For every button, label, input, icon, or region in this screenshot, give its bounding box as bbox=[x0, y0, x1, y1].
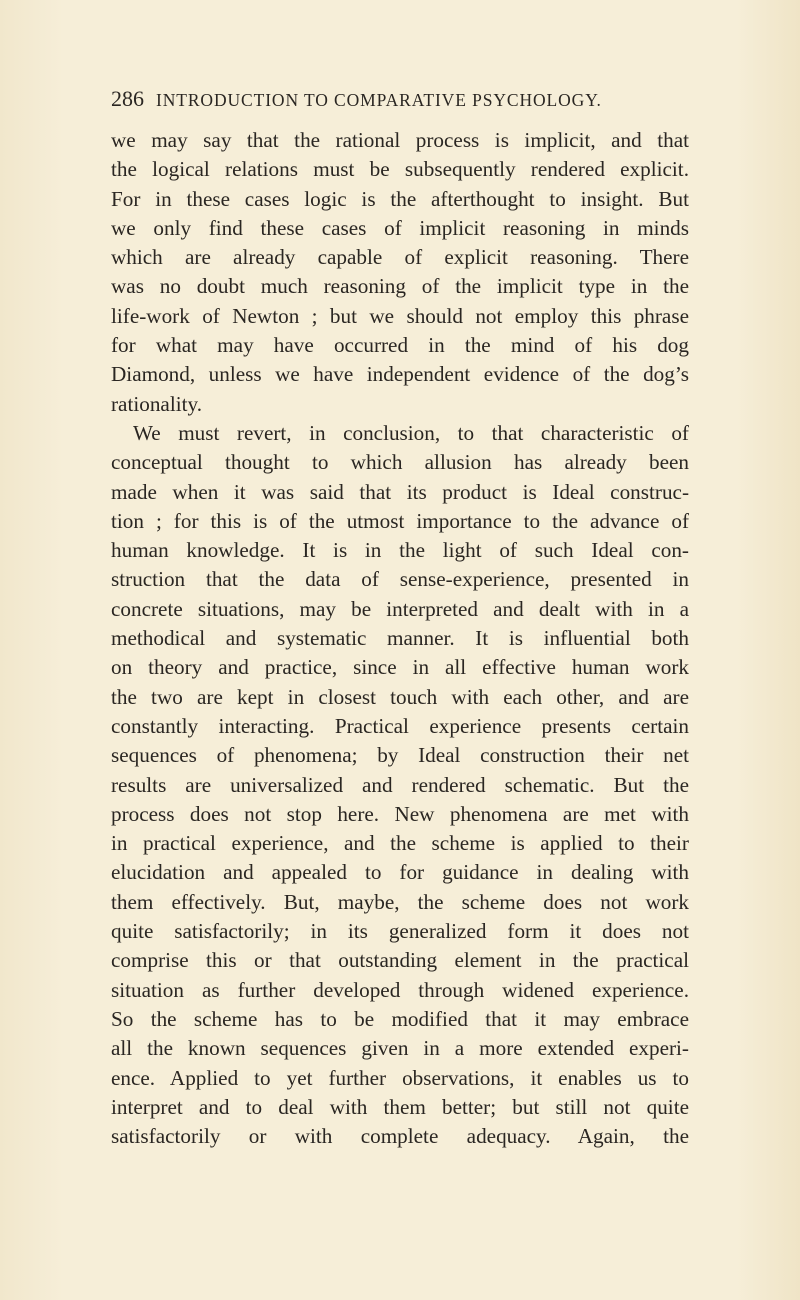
text-line: we may say that the rational process is implicit, and that bbox=[111, 128, 689, 152]
text-line: elucidation and appealed to for guidance in dealing with bbox=[111, 860, 689, 885]
text-line: interpret and to deal with them better; but still not quite bbox=[111, 1094, 689, 1119]
text-line: concrete situations, may be interpreted and dealt with in a bbox=[111, 596, 689, 621]
text-line: for what may have occurred in the mind of his dog bbox=[111, 333, 689, 358]
text-line: satisfactorily or with complete adequacy. Again, the bbox=[111, 1124, 689, 1149]
text-line: sequences of phenomena; by Ideal construction their net bbox=[111, 743, 689, 768]
text-line: quite satisfactorily; in its generalized form it does not bbox=[111, 919, 689, 944]
text-line: comprise this or that outstanding element in the practical bbox=[111, 948, 689, 973]
paragraph-end-line: rationality. bbox=[111, 391, 202, 416]
text-line: Diamond, unless we have independent evidence of the dog’s bbox=[111, 362, 689, 387]
text-line: the logical relations must be subsequently rendered explicit. bbox=[111, 157, 689, 182]
text-line: them effectively. But, maybe, the scheme does not work bbox=[111, 889, 689, 914]
text-line: was no doubt much reasoning of the implicit type in the bbox=[111, 274, 689, 299]
text-line: which are already capable of explicit reasoning. There bbox=[111, 245, 689, 270]
text-line: on theory and practice, since in all effective human work bbox=[111, 655, 689, 680]
text-line: struction that the data of sense-experience, presented in bbox=[111, 567, 689, 592]
text-line: situation as further developed through widened experience. bbox=[111, 977, 689, 1002]
text-line: constantly interacting. Practical experience presents certain bbox=[111, 713, 689, 738]
page-number: 286 bbox=[111, 86, 144, 111]
text-line: life-work of Newton ; but we should not employ this phrase bbox=[111, 303, 689, 328]
text-line: ence. Applied to yet further observations, it enables us to bbox=[111, 1065, 689, 1090]
text-line: So the scheme has to be modified that it may embrace bbox=[111, 1006, 689, 1031]
text-line: tion ; for this is of the utmost importance to the advance of bbox=[111, 508, 689, 533]
running-title: INTRODUCTION TO COMPARATIVE PSYCHOLOGY. bbox=[156, 90, 602, 110]
text-line: the two are kept in closest touch with each other, and are bbox=[111, 684, 689, 709]
text-line: human knowledge. It is in the light of such Ideal con- bbox=[111, 538, 689, 563]
text-line: results are universalized and rendered schematic. But the bbox=[111, 772, 689, 797]
text-line: process does not stop here. New phenomena are met with bbox=[111, 801, 689, 826]
text-line: conceptual thought to which allusion has already been bbox=[111, 450, 689, 475]
body-text bbox=[111, 126, 689, 1151]
text-line: made when it was said that its product is Ideal construc- bbox=[111, 479, 689, 504]
text-line: we only find these cases of implicit reasoning in minds bbox=[111, 215, 689, 240]
text-line: all the known sequences given in a more extended experi- bbox=[111, 1036, 689, 1061]
text-line: in practical experience, and the scheme is applied to their bbox=[111, 831, 689, 856]
paragraph-start-line: We must revert, in conclusion, to that characteristic of bbox=[133, 420, 689, 445]
running-header bbox=[111, 86, 711, 116]
text-line: methodical and systematic manner. It is influential both bbox=[111, 626, 689, 651]
text-line: For in these cases logic is the afterthought to insight. But bbox=[111, 186, 689, 211]
